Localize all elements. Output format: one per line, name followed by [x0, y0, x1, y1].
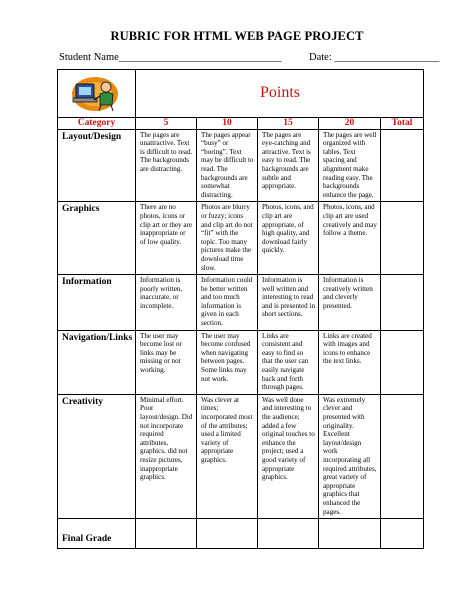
- criteria-cell: Minimal effort. Poor layout/design. Did not incorporate required attributes, graphics, did not resize pictures, inappropriate graphics.: [136, 394, 197, 518]
- criteria-cell: Information is creatively written and cleverly presented.: [319, 275, 381, 331]
- header-category: Category: [58, 117, 136, 129]
- final-total-cell[interactable]: [381, 519, 424, 549]
- table-row: [58, 330, 424, 394]
- criteria-cell: Information is poorly written, inaccurate, or incomplete.: [136, 275, 197, 331]
- total-cell[interactable]: [381, 394, 424, 518]
- empty-cell: [136, 519, 197, 549]
- criteria-cell: The pages are well organized with tables. Text spacing and alignment make reading easy. The backgrounds enhance the page.: [319, 129, 381, 202]
- criteria-cell: There are no photos, icons or clip art or they are inappropriate or of low quality.: [136, 202, 197, 275]
- criteria-cell: Links are created with images and icons to enhance the text links.: [319, 330, 381, 394]
- student-name-field[interactable]: Student Name_______________________________: [59, 52, 282, 63]
- table-row: [58, 202, 424, 275]
- criteria-cell: Photos, icons, and clip art are used creatively and may follow a theme.: [319, 202, 381, 275]
- criteria-cell: The pages are eye-catching and attractive. Text is easy to read. The backgrounds are subtle and appropriate.: [258, 129, 319, 202]
- criteria-cell: The pages are unattractive. Text is difficult to read. The backgrounds are distracting.: [136, 129, 197, 202]
- table-row: [58, 275, 424, 331]
- header-20: 20: [319, 117, 381, 129]
- total-cell[interactable]: [381, 202, 424, 275]
- points-banner-row: [58, 70, 424, 118]
- final-grade-label: Final Grade: [58, 519, 136, 549]
- category-cell: Layout/Design: [58, 129, 136, 202]
- criteria-cell: The user may become lost or links may be missing or not working.: [136, 330, 197, 394]
- rubric-table: [57, 69, 424, 549]
- criteria-cell: The pages appear “busy” or “boring”. Text may be difficult to read. The backgrounds are somewhat distracting.: [197, 129, 258, 202]
- header-5: 5: [136, 117, 197, 129]
- criteria-cell: Information is well written and interesting to read and is presented in short sections.: [258, 275, 319, 331]
- table-row: [58, 129, 424, 202]
- category-cell: Graphics: [58, 202, 136, 275]
- category-cell: Information: [58, 275, 136, 331]
- points-heading: Points: [136, 70, 424, 118]
- total-cell[interactable]: [381, 129, 424, 202]
- page-title: RUBRIC FOR HTML WEB PAGE PROJECT: [110, 29, 364, 43]
- table-row: [58, 394, 424, 518]
- final-grade-row: [58, 519, 424, 549]
- criteria-cell: Links are consistent and easy to find so that the user can easily navigate back and forth through pages.: [258, 330, 319, 394]
- criteria-cell: Photos are blurry or fuzzy; icons and clip art do not “fit” with the topic. Too many pictures make the download time slow.: [197, 202, 258, 275]
- logo-cell: [58, 70, 136, 118]
- header-10: 10: [197, 117, 258, 129]
- header-15: 15: [258, 117, 319, 129]
- category-cell: Creativity: [58, 394, 136, 518]
- cartoon-person-with-computer-icon: [58, 70, 136, 114]
- criteria-cell: Was well done and interesting to the audience; added a few original touches to enhance the project; used a good variety of appropriate graphics.: [258, 394, 319, 518]
- total-cell[interactable]: [381, 275, 424, 331]
- empty-cell: [319, 519, 381, 549]
- empty-cell: [258, 519, 319, 549]
- header-total: Total: [381, 117, 424, 129]
- date-field[interactable]: Date: ____________________: [309, 52, 440, 63]
- criteria-cell: The user may become confused when navigating between pages. Some links may not work.: [197, 330, 258, 394]
- total-cell[interactable]: [381, 330, 424, 394]
- criteria-cell: Information could be better written and too much information is given in each section.: [197, 275, 258, 331]
- criteria-cell: Photos, icons, and clip art are appropriate, of high quality, and download fairly quickly.: [258, 202, 319, 275]
- empty-cell: [197, 519, 258, 549]
- category-cell: Navigation/Links: [58, 330, 136, 394]
- criteria-cell: Was extremely clever and presented with originality. Excellent layout/design work incorporating all required attributes, great variety of appropriate graphics that enhanced the pages.: [319, 394, 381, 518]
- criteria-cell: Was clever at times; incorporated most of the attributes; used a limited variety of appropriate graphics.: [197, 394, 258, 518]
- header-row: [58, 117, 424, 129]
